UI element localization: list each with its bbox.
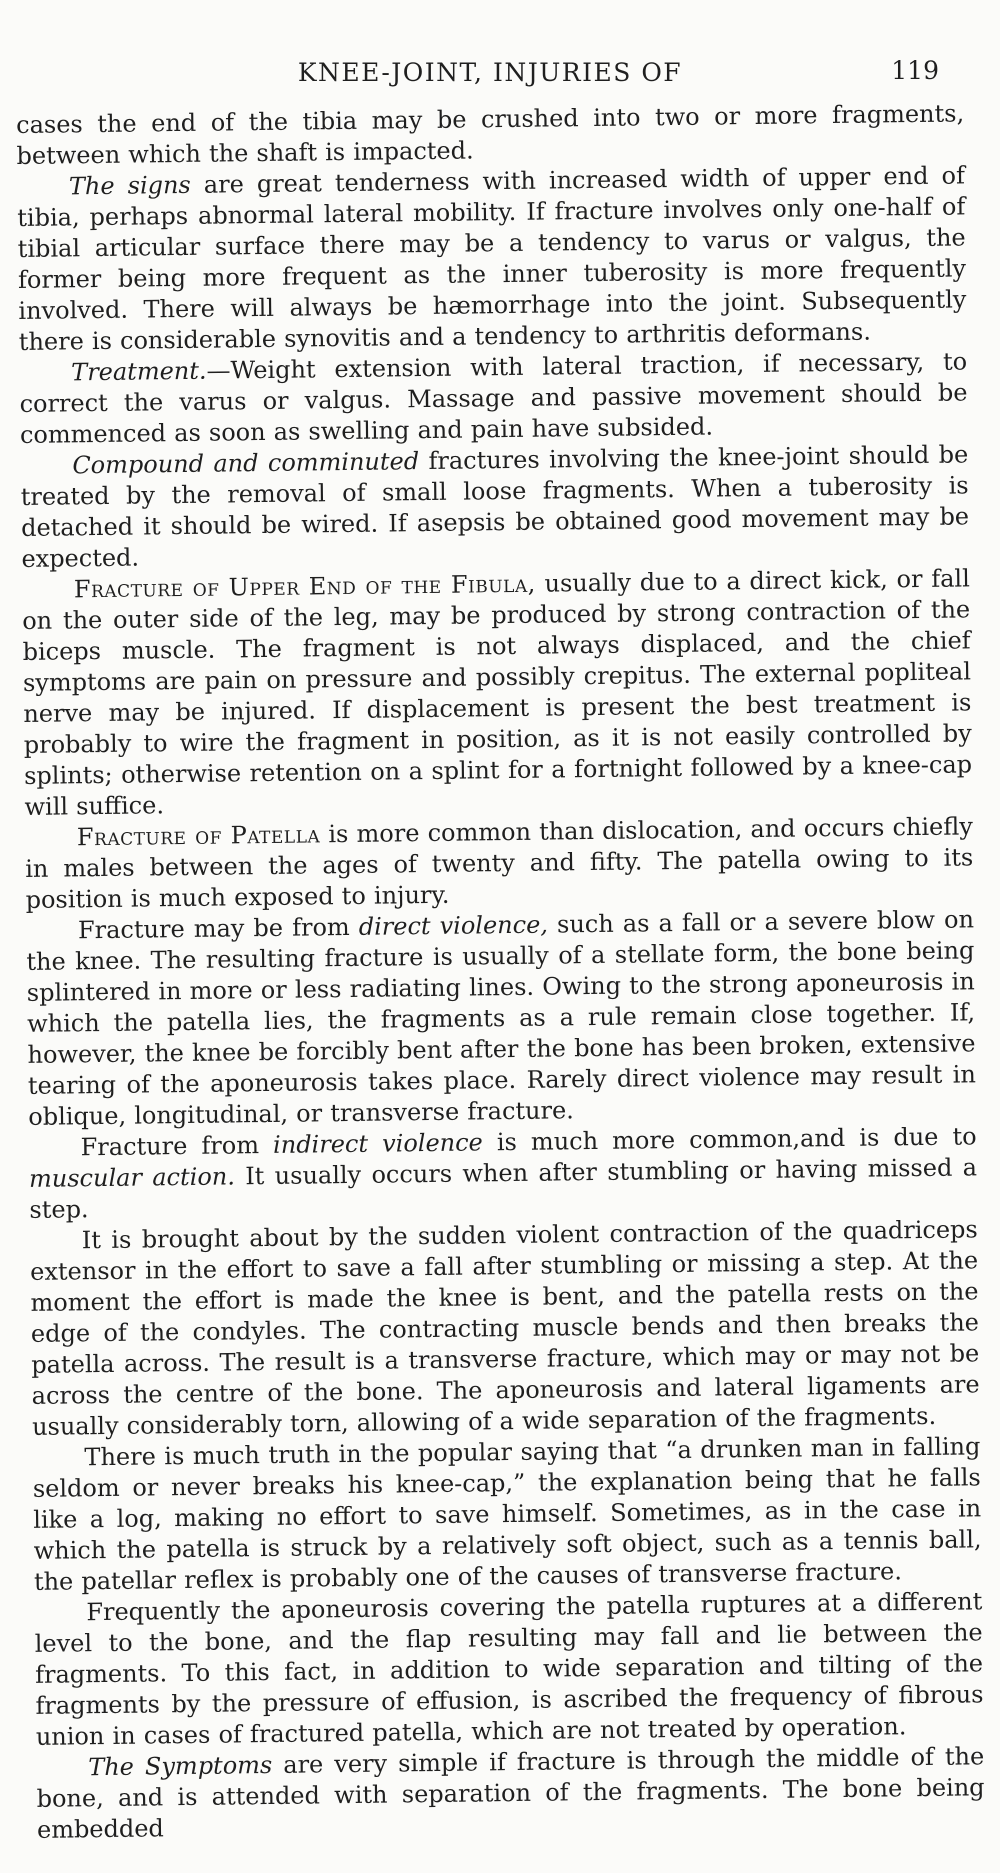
page-header (16, 48, 964, 98)
paragraph-aponeurosis (34, 1586, 984, 1753)
paragraph-signs (17, 160, 967, 358)
paragraph-compound-fractures (20, 439, 969, 575)
paragraph-quadriceps (30, 1214, 981, 1443)
paragraph-tibia-fragments (16, 98, 965, 172)
running-title: KNEE-JOINT, INJURIES OF (297, 58, 683, 87)
paragraph-text: Frequently the aponeurosis covering the patella ruptures at a different level to the bone, and the flap resulting may fall and lie between the fragments. To this fact, in addition to wide separation and tilting of the fragments by the pressure of effusion, is ascribed the frequency of fibrous union in cases of fractured patella, which are not treated by operation. (34, 1587, 984, 1751)
paragraph-text: are great tenderness with increased width of upper end of tibia, perhaps abnormal lateral mobility. If fracture involves only one-half of tibial articular surface there may be a tendency to varus or valgus, the former being more frequent as the inner tuberosity is more frequently involved. There will always be hæmorrhage into the joint. Subsequently there is considerable synovitis and a tendency to arthritis deformans. (17, 161, 967, 356)
paragraph-lead: Treatment. (71, 356, 207, 387)
paragraph-lead: The signs (68, 170, 191, 201)
paragraph-lead: The Symptoms (88, 1750, 273, 1782)
paragraph-text: It is brought about by the sudden violent contraction of the quadriceps extensor in the effort to save a fall after stumbling or missing a step. At the moment the effort is made the knee is bent, and the patella rests on the edge of the condyles. The contracting muscle bends and then breaks the patella across. The result is a transverse fracture, which may or may not be across the centre of the bone. The aponeurosis and lateral ligaments are usually considerably torn, allowing of a wide separation of the fragments. (30, 1215, 980, 1441)
paragraph-fibula-fracture (22, 563, 973, 823)
paragraph-text-after: It usually occurs when after stumbling or having missed a step. (29, 1153, 978, 1224)
page-number: 119 (891, 56, 939, 85)
paragraph-text-before: Fracture from (80, 1130, 274, 1162)
paragraph-text-after: such as a fall or a severe blow on the knee. The resulting fracture is usually of a stellate form, the bone being splintered in more or less radiating lines. Owing to the strong aponeurosis in which the patella lies, the fragments as a rule remain close together. If, however, the knee be forcibly bent after the bone has been broken, extensive tearing of the aponeurosis takes place. Rarely direct violence may result in oblique, longitudinal, or transverse fracture. (26, 905, 977, 1131)
paragraph-text: There is much truth in the popular saying that “a drunken man in falling seldom or never breaks his knee-cap,” the explanation being that he falls like a log, making no effort to save himself. Sometimes, as in the case in which the patella is struck by a relatively soft object, such as a tennis ball, the patellar reflex is probably one of the causes of transverse fracture. (32, 1432, 982, 1596)
emphasis-text: direct violence, (358, 910, 549, 941)
body-text (16, 98, 985, 1845)
paragraph-lead: Compound and comminuted (72, 447, 420, 480)
paragraph-indirect-violence (28, 1121, 977, 1226)
paragraph-text: —Weight extension with lateral traction, if necessary, to correct the varus or valgus. Massage and passive movement should be commenced as soon as swelling and pain have subsided. (19, 347, 968, 449)
emphasis-text: muscular action. (28, 1162, 236, 1193)
emphasis-text: indirect violence (272, 1128, 483, 1159)
paragraph-symptoms (36, 1741, 985, 1846)
paragraph-patella-fracture (25, 811, 974, 916)
paragraph-text: cases the end of the tibia may be crushed into two or more fragments, between which the shaft is impacted. (16, 99, 965, 170)
paragraph-text: are very simple if fracture is through the middle of the bone, and is attended with separation of the fragments. The bone being embedded (36, 1742, 985, 1844)
paragraph-drunken-man (32, 1431, 982, 1598)
paragraph-text: usually due to a direct kick, or fall on the outer side of the leg, may be produced by strong contraction of the biceps muscle. The fragment is not always displaced, and the chief symptoms are pain on pressure and possibly crepitus. The external popliteal nerve may be injured. If displacement is present the best treatment is probably to wire the fragment in position, as it is not easily controlled by splints; otherwise retention on a splint for a fortnight followed by a knee-cap will suffice. (22, 564, 973, 821)
section-heading: Fracture of Upper End of the Fibula, (73, 569, 536, 604)
paragraph-direct-violence (26, 904, 977, 1133)
section-heading: Fracture of Patella (76, 820, 321, 852)
paragraph-treatment (19, 346, 968, 451)
paragraph-text-middle: is much more common,and is due to (482, 1122, 977, 1157)
paragraph-text-before: Fracture may be from (77, 912, 359, 945)
paragraph-text: is more common than dislocation, and occurs chiefly in males between the ages of twenty and fifty. The patella owing to its position is much exposed to injury. (25, 812, 974, 914)
paragraph-text: fractures involving the knee-joint should be treated by the removal of small loose fragments. When a tuberosity is detached it should be wired. If asepsis be obtained good movement may be expected. (20, 440, 970, 573)
